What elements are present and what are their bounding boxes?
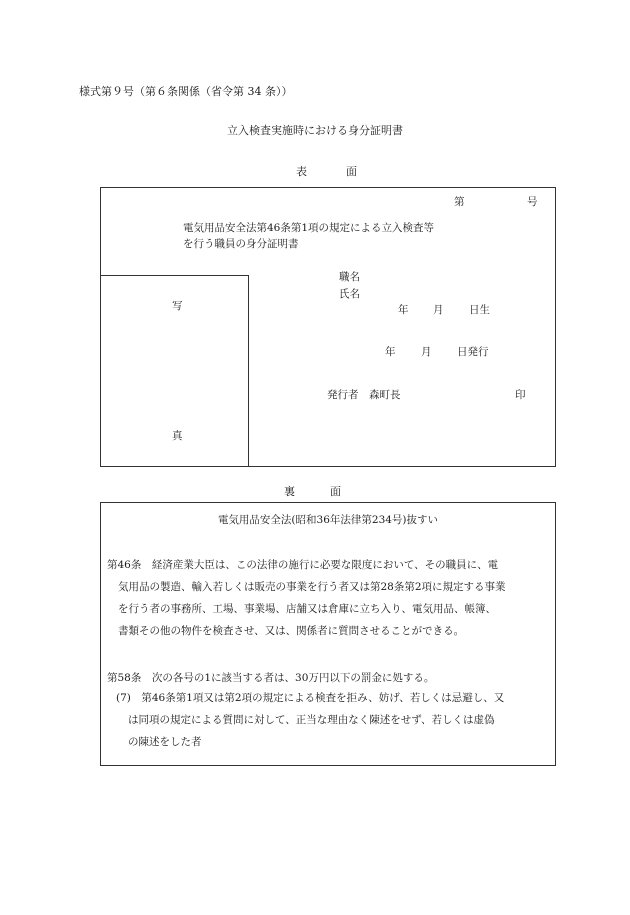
birth-day-label: 日生 [469,304,490,316]
article-58-line: 第58条 次の各号の1に該当する者は、30万円以下の罰金に処する。 [107,672,435,684]
front-heading-b: 面 [346,165,357,178]
name-label: 氏名 [339,288,360,300]
back-heading-a: 裏 [284,485,295,498]
front-heading-a: 表 [296,165,307,178]
item-7-line: の陳述をした者 [128,736,202,748]
birth-month-label: 月 [433,304,444,316]
article-46-line: 気用品の製造、輸入若しくは販売の事業を行う者又は第28条第2項に規定する事業 [118,581,506,593]
photo-area [100,275,249,467]
card-description-line1: 電気用品安全法第46条第1項の規定による立入検査等 [183,222,435,234]
article-58 [107,667,504,753]
law-excerpt-title: 電気用品安全法(昭和36年法律第234号)抜すい [217,514,439,526]
article-46-line: を行う者の事務所、工場、事業場、店舗又は倉庫に立ち入り、電気用品、帳簿、 [118,603,496,615]
photo-label-bottom: 真 [172,430,183,442]
document-title: 立入検査実施時における身分証明書 [227,124,403,137]
birth-year-label: 年 [398,304,409,316]
item-7-line: (7) 第46条第1項又は第2項の規定による検査を拒み、妨げ、若しくは忌避し、又 [116,692,505,704]
article-46-line: 書類その他の物件を検査させ、又は、関係者に質問させることができる。 [118,625,465,637]
issue-year-label: 年 [385,346,396,358]
issue-date-label: 日発行 [457,346,489,358]
item-7-line: は同項の規定による質問に対して、正当な理由なく陳述をせず、若しくは虚偽 [128,714,495,726]
article-46-line: 第46条 経済産業大臣は、この法律の施行に必要な限度において、その職員に、電 [107,559,499,571]
card-number-suffix: 号 [527,196,538,208]
photo-label-top: 写 [172,300,183,312]
card-description-line2: を行う職員の身分証明書 [183,238,299,250]
issuer-label: 発行者 森町長 [327,389,401,401]
card-number-prefix: 第 [454,196,465,208]
issue-month-label: 月 [421,346,432,358]
job-title-label: 職名 [339,271,360,283]
back-heading-b: 面 [330,485,341,498]
id-card-front [100,187,556,467]
seal-mark: 印 [515,389,526,401]
id-card-back [100,502,556,766]
form-number: 様式第９号（第６条関係（省令第 34 条）） [79,85,293,98]
article-46 [107,554,506,642]
